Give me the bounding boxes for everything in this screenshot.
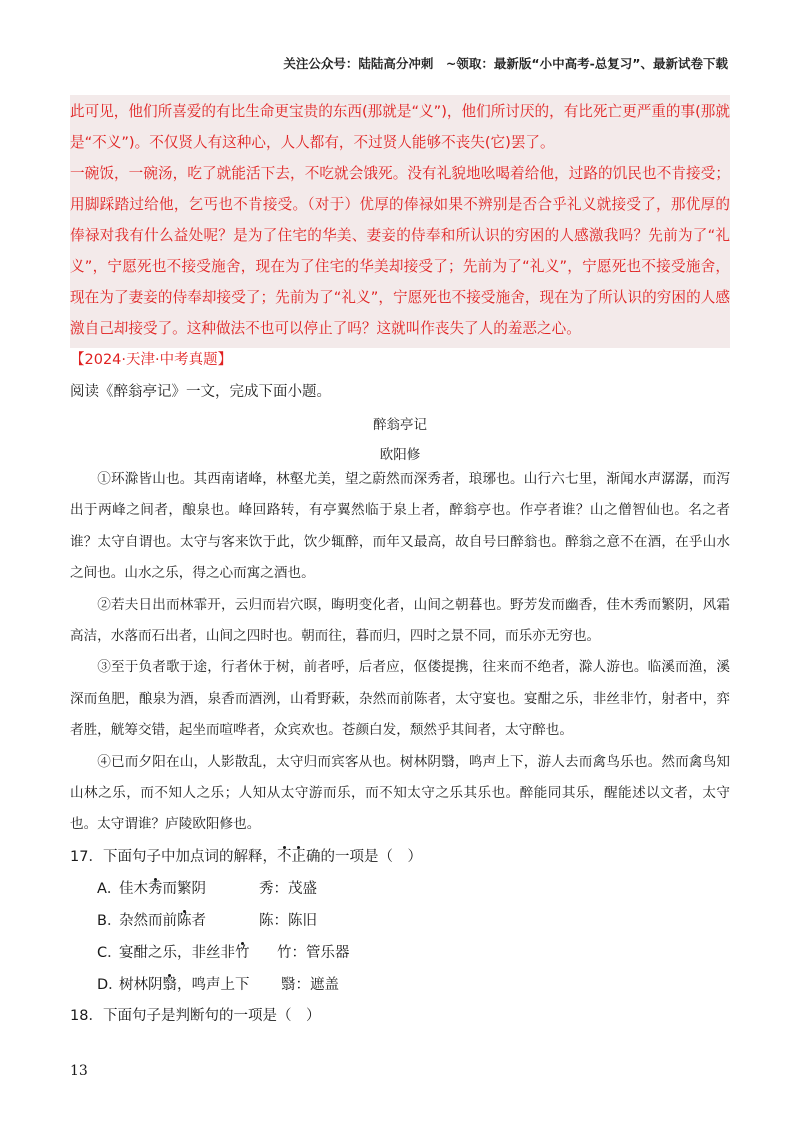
text-paragraph-2: ②若夫日出而林霏开，云归而岩穴暝，晦明变化者，山间之朝暮也。野芳发而幽香，佳木秀而繁阴，风霜高洁，水落而石出者，山间之四时也。朝而往，暮而归，四时之景不同，而乐亦无穷也。: [70, 596, 730, 645]
option-gloss: 秀：茂盛: [259, 881, 317, 897]
classical-text: [70, 464, 730, 841]
reading-instruction: 阅读《醉翁亭记》一文，完成下面小题。: [70, 384, 331, 400]
exam-source-tag: 【2024·天津·中考真题】: [70, 352, 233, 368]
essay-author: 欧阳修: [379, 447, 421, 463]
question-17: 17．下面句子中加点词的解释，不正确的一项是（ ）: [70, 849, 422, 865]
text-paragraph-1: ①环滁皆山也。其西南诸峰，林壑尤美，望之蔚然而深秀者，琅琊也。山行六七里，渐闻水声潺潺，而泻出于两峰之间者，酿泉也。峰回路转，有亭翼然临于泉上者，醉翁亭也。作亭者谁？山之僧智仙也。名之者谁？太守自谓也。太守与客来饮于此，饮少辄醉，而年又最高，故自号曰醉翁也。醉翁之意不在酒，在乎山水之间也。山水之乐，得之心而寓之酒也。: [70, 471, 730, 582]
emphasis-dot-char: 陈: [177, 913, 192, 929]
emphasis-dot-char: 正: [291, 849, 306, 865]
translation-paragraph: 此可见，他们所喜爱的有比生命更宝贵的东西(那就是“义”)，他们所讨厌的，有比死亡更严重的事(那就是“不义”)。不仅贤人有这种心，人人都有，不过贤人能够不丧失(它)罢了。: [70, 103, 730, 151]
answer-translation-block: [70, 95, 730, 348]
option-a[interactable]: A．佳木秀而繁阴 秀：茂盛: [97, 881, 317, 897]
text-paragraph-3: ③至于负者歌于途，行者休于树，前者呼，后者应，伛偻提携，往来而不绝者，滁人游也。临溪而渔，溪深而鱼肥，酿泉为酒，泉香而酒洌，山肴野蔌，杂然而前陈者，太守宴也。宴酣之乐，非丝非竹，射者中，弈者胜，觥筹交错，起坐而喧哗者，众宾欢也。苍颜白发，颓然乎其间者，太守醉也。: [70, 659, 730, 739]
question-18: 18．下面句子是判断句的一项是（ ）: [70, 1008, 321, 1024]
option-gloss: 竹：管乐器: [277, 945, 350, 961]
translation-paragraph: 一碗饭，一碗汤，吃了就能活下去，不吃就会饿死。没有礼貌地吆喝着给他，过路的饥民也不肯接受；用脚踩踏过给他，乞丐也不肯接受。（对于）优厚的俸禄如果不辨别是否合乎礼义就接受了，那优厚的俸禄对我有什么益处呢？是为了住宅的华美、妻妾的侍奉和所认识的穷困的人感激我吗？先前为了“礼义”，宁愿死也不接受施舍，现在为了住宅的华美却接受了；先前为了“礼义”，宁愿死也不接受施舍，现在为了妻妾的侍奉却接受了；先前为了“礼义”，宁愿死也不接受施舍，现在为了所认识的穷困的人感激自己却接受了。这种做法不也可以停止了吗？这就叫作丧失了人的羞恶之心。: [70, 165, 730, 337]
emphasis-dot-char: 秀: [148, 881, 163, 897]
option-gloss: 翳：遮盖: [281, 977, 339, 993]
emphasis-dot-char: 竹: [235, 945, 250, 961]
page-number: 13: [70, 1063, 88, 1079]
emphasis-dot-char: 不: [276, 849, 292, 865]
emphasis-dot-char: 翳: [162, 977, 177, 993]
option-b[interactable]: B．杂然而前陈者 陈：陈旧: [97, 913, 317, 929]
option-gloss: 陈：陈旧: [259, 913, 317, 929]
page-header: 关注公众号：陆陆高分冲刺 ~领取：最新版“小中高考-总复习”、最新试卷下载: [283, 56, 728, 71]
option-c[interactable]: C．宴酣之乐，非丝非竹 竹：管乐器: [97, 945, 350, 961]
option-d[interactable]: D．树林阴翳，鸣声上下 翳：遮盖: [97, 977, 339, 993]
text-paragraph-4: ④已而夕阳在山，人影散乱，太守归而宾客从也。树林阴翳，鸣声上下，游人去而禽鸟乐也。然而禽鸟知山林之乐，而不知人之乐；人知从太守游而乐，而不知太守之乐其乐也。醉能同其乐，醒能述以文者，太守也。太守谓谁？庐陵欧阳修也。: [70, 753, 730, 833]
essay-title: 醉翁亭记: [373, 417, 427, 433]
